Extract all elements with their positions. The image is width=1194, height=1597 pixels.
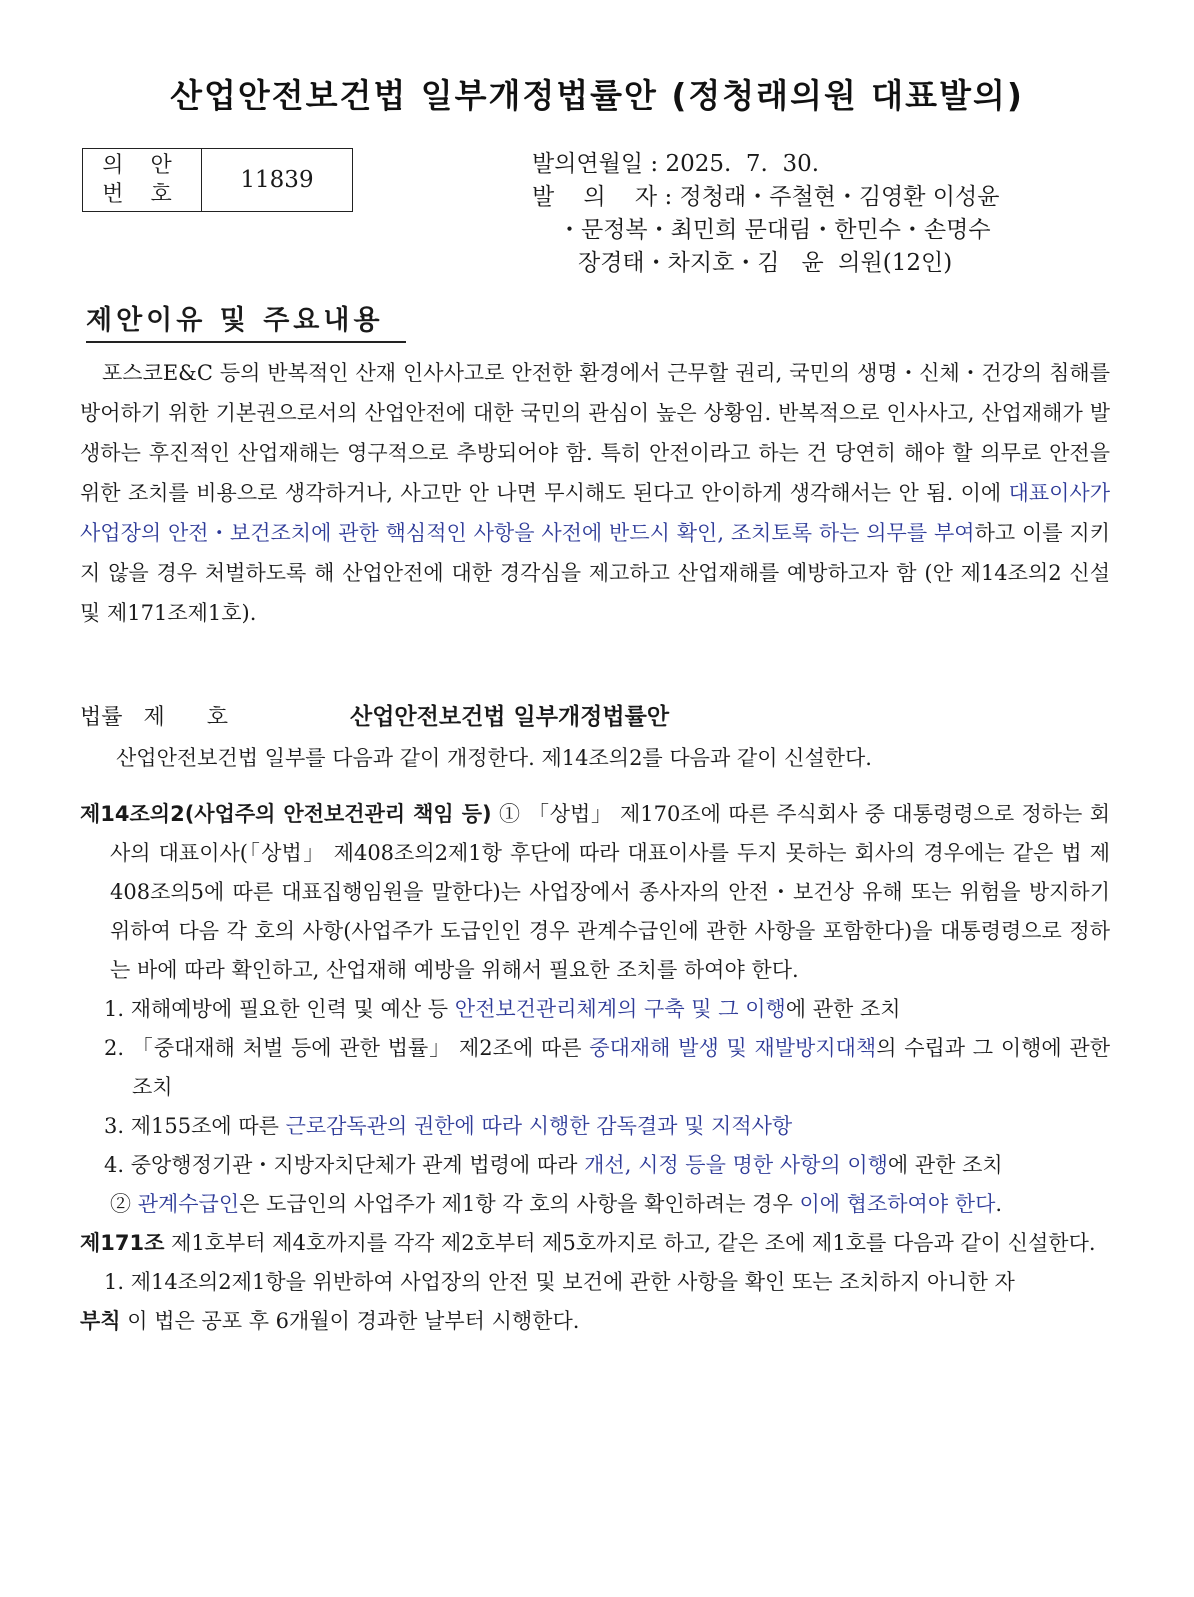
item-text: 3. 제155조에 따른 (104, 1114, 286, 1138)
article-171-heading: 제171조 (80, 1231, 165, 1255)
item-text: 에 관한 조치 (887, 1153, 1003, 1177)
para2-highlight: 관계수급인 (137, 1192, 240, 1216)
item-highlight: 근로감독관의 권한에 따라 시행한 감독결과 및 지적사항 (285, 1114, 793, 1138)
article-171-item-1: 1. 제14조의2제1항을 위반하여 사업장의 안전 및 보건에 관한 사항을 확인 또는 조치하지 아니한 자 (104, 1270, 1015, 1294)
para2-highlight: 이에 협조하여야 한다 (799, 1192, 996, 1216)
proposal-reason-paragraph (80, 353, 1110, 633)
article-item-4 (80, 1146, 1110, 1185)
supplementary-provision (80, 1302, 1110, 1341)
bill-number-label (83, 149, 202, 212)
bill-number-label-line2: 번 호 (102, 182, 182, 207)
article-171 (80, 1224, 1110, 1263)
proposers-line2: ・문정복・최민희 문대림・한민수・손명수 (558, 217, 991, 243)
law-number-label: 법률 제 호 (80, 705, 228, 730)
article-171-text: 제1호부터 제4호까지를 각각 제2호부터 제5호까지로 하고, 같은 조에 제1호를 다음과 같이 신설한다. (164, 1231, 1096, 1255)
item-text: 의 수립과 그 이행에 관한 조치 (132, 1036, 1110, 1099)
proposal-date: 발의연월일 : 2025. 7. 30. (532, 151, 820, 177)
item-text: 1. 재해예방에 필요한 인력 및 예산 등 (104, 997, 455, 1021)
bill-number-value: 11839 (202, 149, 353, 212)
article-item-2 (80, 1029, 1110, 1107)
article-14-2-para2 (80, 1185, 1110, 1224)
proposers-line1: 발 의 자 : 정청래・주철현・김영환 이성윤 (532, 184, 1000, 210)
supplementary-heading: 부칙 (80, 1309, 121, 1333)
law-name: 산업안전보건법 일부개정법률안 (350, 704, 670, 730)
item-highlight: 개선, 시정 등을 명한 사항의 이행 (584, 1153, 888, 1177)
article-item-1 (80, 990, 1110, 1029)
article-14-2-text: ① 「상법」 제170조에 따른 주식회사 중 대통령령으로 정하는 회사의 대표이사(「상법」 제408조의2제1항 후단에 따라 대표이사를 두지 못하는 회사의 경우에는 같은 법 제408조의5에 따른 대표집행임원을 말한다)는 사업장에서 종사자의 안전・보건상 유해 또는 위험을 방지하기 위하여 다음 각 호의 사항(사업주가 도급인인 경우 관계수급인에 관한 사항을 포함한다)을 대통령령으로 정하는 바에 따라 확인하고, 산업재해 예방을 위해서 필요한 조치를 하여야 한다. (110, 802, 1110, 982)
supplementary-text: 이 법은 공포 후 6개월이 경과한 날부터 시행한다. (120, 1309, 580, 1333)
reason-text-2: 하고 이를 지키지 않을 경우 처벌하도록 해 산업안전에 대한 경각심을 제고하고 산업재해를 예방하고자 함 (안 제14조의2 신설 및 제171조제1호). (80, 521, 1110, 625)
amendment-body (80, 795, 1110, 1341)
para2-text: ② (110, 1192, 138, 1216)
bill-number-label-line1: 의 안 (102, 153, 182, 178)
para2-text: . (995, 1192, 1003, 1216)
item-text: 에 관한 조치 (785, 997, 901, 1021)
proposal-meta (532, 148, 999, 280)
reason-highlight: 대표이사가 사업장의 안전・보건조치에 관한 핵심적인 사항을 사전에 반드시 확인, 조치토록 하는 의무를 부여 (80, 481, 1110, 545)
article-item-3 (80, 1107, 1110, 1146)
item-text: 4. 중앙행정기관・지방자치단체가 관계 법령에 따라 (104, 1153, 585, 1177)
document-title: 산업안전보건법 일부개정법률안 (정청래의원 대표발의) (170, 76, 1024, 115)
law-intro: 산업안전보건법 일부를 다음과 같이 개정한다. 제14조의2를 다음과 같이 신설한다. (116, 746, 872, 770)
proposers-line3: 장경태・차지호・김 윤 의원(12인) (578, 250, 953, 276)
item-highlight: 안전보건관리체계의 구축 및 그 이행 (454, 997, 786, 1021)
section-heading: 제안이유 및 주요내용 (86, 298, 406, 343)
para2-text: 은 도급인의 사업주가 제1항 각 호의 사항을 확인하려는 경우 (239, 1192, 800, 1216)
reason-text-1: 포스코E&C 등의 반복적인 산재 인사사고로 안전한 환경에서 근무할 권리, 국민의 생명・신체・건강의 침해를 방어하기 위한 기본권으로서의 산업안전에 대한 국민의 관심이 높은 상황임. 반복적으로 인사사고, 산업재해가 발생하는 후진적인 산업재해는 영구적으로 추방되어야 함. 특히 안전이라고 하는 건 당연히 해야 할 의무로 안전을 위한 조치를 비용으로 생각하거나, 사고만 안 나면 무시해도 된다고 안이하게 생각해서는 안 됨. 이에 (80, 361, 1110, 505)
article-14-2-para1 (80, 795, 1110, 990)
item-highlight: 중대재해 발생 및 재발방지대책 (589, 1036, 877, 1060)
item-text: 2. 「중대재해 처벌 등에 관한 법률」 제2조에 따른 (104, 1036, 590, 1060)
bill-number-table (82, 148, 353, 212)
article-14-2-heading: 제14조의2(사업주의 안전보건관리 책임 등) (80, 802, 492, 826)
